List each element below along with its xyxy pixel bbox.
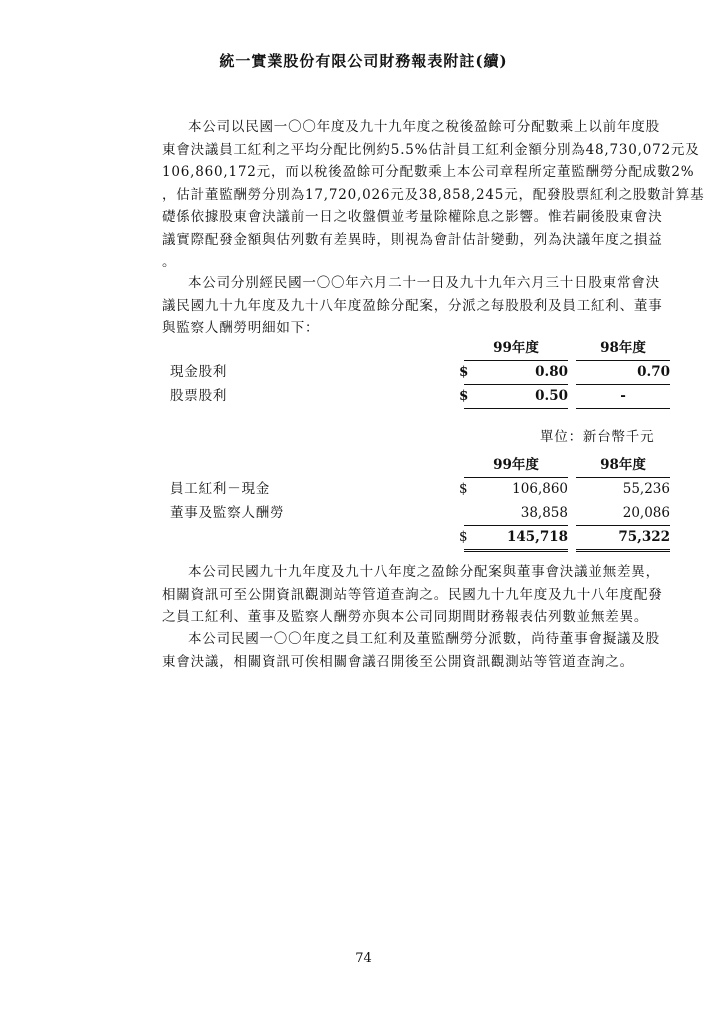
- text-line: 礎係依據股東會決議前一日之收盤價並考量除權除息之影響。惟若嗣後股東會決: [162, 209, 663, 225]
- bonus-table: [162, 453, 674, 549]
- column-header: 98年度: [576, 336, 670, 361]
- row-label: 現金股利: [170, 364, 228, 380]
- text-line: 議實際配發金額與估列數有差異時，則視為會計估計變動，列為決議年度之損益: [162, 231, 663, 248]
- table-row: [162, 501, 674, 525]
- currency-symbol: $: [459, 529, 468, 545]
- currency-symbol: $: [459, 364, 469, 380]
- row-label: 股票股利: [170, 388, 228, 404]
- total-98: 75,322: [576, 525, 670, 552]
- currency-symbol: $: [459, 481, 468, 497]
- value-99: 0.80: [464, 360, 568, 385]
- table-header-row: [162, 453, 674, 477]
- text-line: 本公司民國一〇〇年度之員工紅利及董監酬勞分派數，尚待董事會擬議及股: [188, 631, 660, 647]
- text-line: 106,860,172元，而以稅後盈餘可分配數乘上本公司章程所定董監酬勞分配成數2%: [162, 164, 695, 180]
- text-line: 本公司分別經民國一〇〇年六月二十一日及九十九年六月三十日股東常會決: [188, 275, 660, 291]
- value-98: 55,236: [622, 481, 670, 497]
- text-line: 東會決議，相關資訊可俟相關會議召開後至公開資訊觀測站等管道查詢之。: [162, 653, 634, 670]
- value-98: 20,086: [576, 501, 670, 526]
- value-99: 38,858: [464, 501, 568, 526]
- value-98: -: [576, 384, 670, 409]
- text-line: 東會決議員工紅利之平均分配比例約5.5%估計員工紅利金額分別為48,730,072元及: [162, 141, 700, 158]
- paragraph-no-difference: [162, 561, 674, 629]
- column-header: 99年度: [464, 336, 568, 361]
- table-row: [162, 384, 674, 408]
- row-label: 董事及監察人酬勞: [170, 505, 285, 521]
- text-line: 本公司民國九十九年度及九十八年度之盈餘分配案與董事會決議並無差異，: [188, 564, 660, 580]
- row-label: 員工紅利－現金: [170, 481, 271, 497]
- table-row: [162, 360, 674, 384]
- value-99: 0.50: [464, 384, 568, 409]
- text-line: ，估計董監酬勞分別為17,720,026元及38,858,245元，配發股票紅利之股數計算基: [162, 186, 705, 203]
- text-line: 議民國九十九年度及九十八年度盈餘分配案，分派之每股股利及員工紅利、董事: [162, 297, 663, 314]
- paragraph-bonus-estimate: [162, 116, 705, 274]
- currency-symbol: $: [459, 388, 469, 404]
- page-number: 74: [355, 951, 372, 966]
- total-99: 145,718: [464, 525, 568, 552]
- value-99: 106,860: [512, 481, 568, 497]
- column-header: 99年度: [464, 453, 568, 478]
- text-line: 之員工紅利、董事及監察人酬勞亦與本公司同期間財務報表估列數並無差異。: [162, 609, 649, 625]
- text-line: 。: [162, 254, 177, 270]
- page-title: 統一實業股份有限公司財務報表附註(續): [219, 52, 508, 70]
- unit-label: 單位：新台幣千元: [540, 429, 655, 445]
- dividend-table: [162, 336, 674, 408]
- text-line: 與監察人酬勞明細如下：: [162, 320, 320, 336]
- column-header: 98年度: [576, 453, 670, 478]
- paragraph-pending-resolution: [162, 628, 674, 673]
- value-98: 0.70: [576, 360, 670, 385]
- table-header-row: [162, 336, 674, 360]
- text-line: 相關資訊可至公開資訊觀測站等管道查詢之。民國九十九年度及九十八年度配發: [162, 586, 663, 603]
- table-total-row: [162, 525, 674, 549]
- text-line: 本公司以民國一〇〇年度及九十九年度之稅後盈餘可分配數乘上以前年度股: [188, 119, 660, 135]
- paragraph-distribution-intro: [162, 272, 674, 340]
- table-row: [162, 477, 674, 501]
